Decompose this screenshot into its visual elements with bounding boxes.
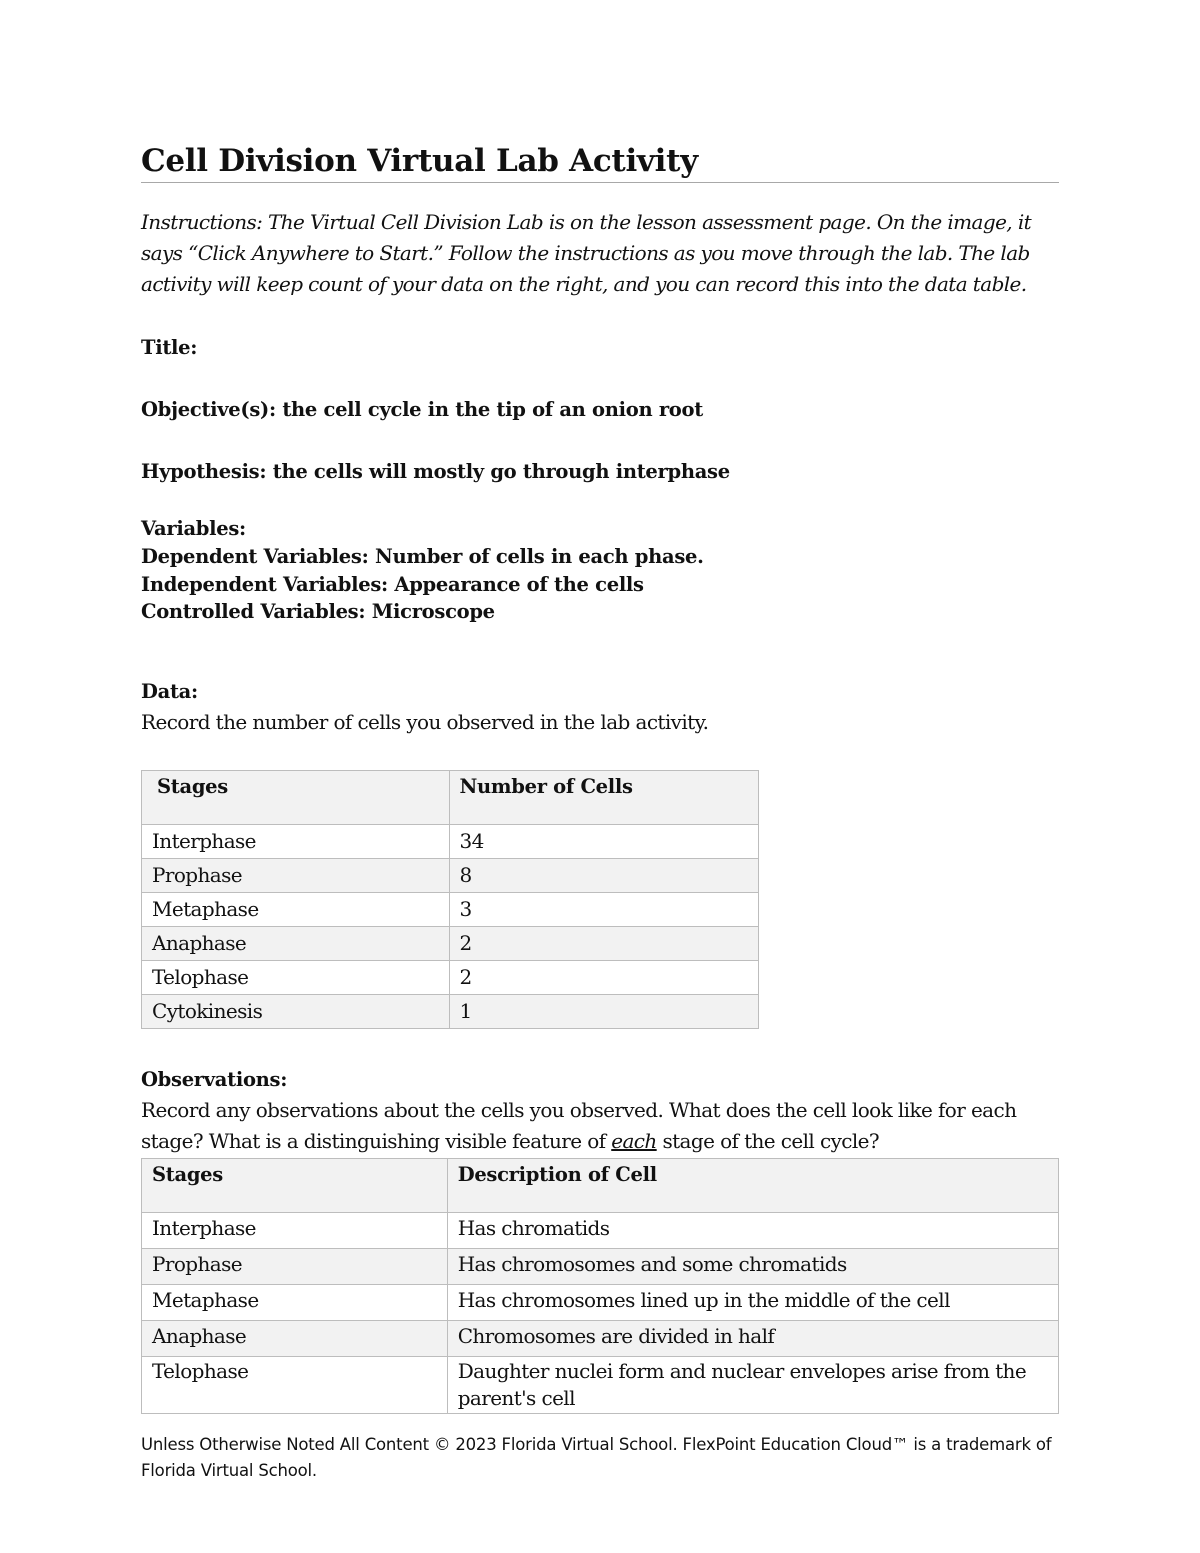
count-cell[interactable]: 3 bbox=[449, 893, 758, 927]
observations-prompt-emphasis: each bbox=[611, 1129, 657, 1153]
observations-prompt-end: stage of the cell cycle? bbox=[656, 1129, 880, 1153]
description-cell[interactable]: Has chromosomes lined up in the middle of the cell bbox=[447, 1285, 1058, 1321]
independent-variables: Independent Variables: Appearance of the cells bbox=[141, 573, 644, 596]
table-row bbox=[142, 893, 759, 927]
stage-cell[interactable]: Prophase bbox=[142, 1249, 448, 1285]
stage-cell[interactable]: Metaphase bbox=[142, 1285, 448, 1321]
stage-cell[interactable]: Cytokinesis bbox=[142, 995, 450, 1029]
stage-cell[interactable]: Anaphase bbox=[142, 1321, 448, 1357]
observations-table bbox=[141, 1158, 1059, 1414]
stage-cell[interactable]: Interphase bbox=[142, 1213, 448, 1249]
count-cell[interactable]: 1 bbox=[449, 995, 758, 1029]
table-row bbox=[142, 961, 759, 995]
table-row bbox=[142, 1321, 1059, 1357]
table-row bbox=[142, 1357, 1059, 1414]
column-header-stages: Stages bbox=[142, 771, 450, 825]
stage-cell[interactable]: Interphase bbox=[142, 825, 450, 859]
count-cell[interactable]: 2 bbox=[449, 927, 758, 961]
title-field: Title: bbox=[141, 336, 198, 359]
table-row bbox=[142, 927, 759, 961]
controlled-variables: Controlled Variables: Microscope bbox=[141, 600, 495, 623]
observations-prompt-start: Record any observations about the cells you observed. What does the cell look like for each stage? What is a distinguishing visible feature of bbox=[141, 1098, 1017, 1153]
data-prompt: Record the number of cells you observed in the lab activity. bbox=[141, 710, 709, 734]
description-cell[interactable]: Has chromatids bbox=[447, 1213, 1058, 1249]
copyright-footer: Unless Otherwise Noted All Content © 2023 Florida Virtual School. FlexPoint Education Cloud™ is a trademark of Florida Virtual School. bbox=[141, 1435, 1052, 1480]
stage-cell[interactable]: Anaphase bbox=[142, 927, 450, 961]
stage-cell[interactable]: Metaphase bbox=[142, 893, 450, 927]
table-row bbox=[142, 995, 759, 1029]
column-header-stages: Stages bbox=[142, 1159, 448, 1213]
instructions-text: Instructions: The Virtual Cell Division Lab is on the lesson assessment page. On the image, it says “Click Anywhere to Start.” Follow the instructions as you move through the lab. The lab activity will keep count of your data on the right, and you can record this into the data table. bbox=[141, 210, 1032, 296]
description-cell[interactable]: Daughter nuclei form and nuclear envelopes arise from the parent's cell bbox=[447, 1357, 1058, 1414]
table-row bbox=[142, 1285, 1059, 1321]
table-row bbox=[142, 859, 759, 893]
count-cell[interactable]: 34 bbox=[449, 825, 758, 859]
count-cell[interactable]: 8 bbox=[449, 859, 758, 893]
column-header-number-of-cells: Number of Cells bbox=[449, 771, 758, 825]
table-header-row bbox=[142, 1159, 1059, 1213]
table-row bbox=[142, 1249, 1059, 1285]
count-cell[interactable]: 2 bbox=[449, 961, 758, 995]
data-label: Data: bbox=[141, 680, 198, 703]
description-cell[interactable]: Chromosomes are divided in half bbox=[447, 1321, 1058, 1357]
observations-prompt bbox=[141, 1095, 1059, 1157]
observations-label: Observations: bbox=[141, 1068, 288, 1091]
page-title: Cell Division Virtual Lab Activity bbox=[141, 142, 1059, 183]
column-header-description: Description of Cell bbox=[447, 1159, 1058, 1213]
variables-label: Variables: bbox=[141, 517, 246, 540]
table-row bbox=[142, 825, 759, 859]
stage-cell[interactable]: Prophase bbox=[142, 859, 450, 893]
table-header-row bbox=[142, 771, 759, 825]
data-table bbox=[141, 770, 759, 1029]
description-cell[interactable]: Has chromosomes and some chromatids bbox=[447, 1249, 1058, 1285]
stage-cell[interactable]: Telophase bbox=[142, 961, 450, 995]
dependent-variables: Dependent Variables: Number of cells in each phase. bbox=[141, 545, 704, 568]
stage-cell[interactable]: Telophase bbox=[142, 1357, 448, 1414]
objective-field: Objective(s): the cell cycle in the tip of an onion root bbox=[141, 398, 703, 421]
hypothesis-field: Hypothesis: the cells will mostly go through interphase bbox=[141, 460, 730, 483]
table-row bbox=[142, 1213, 1059, 1249]
